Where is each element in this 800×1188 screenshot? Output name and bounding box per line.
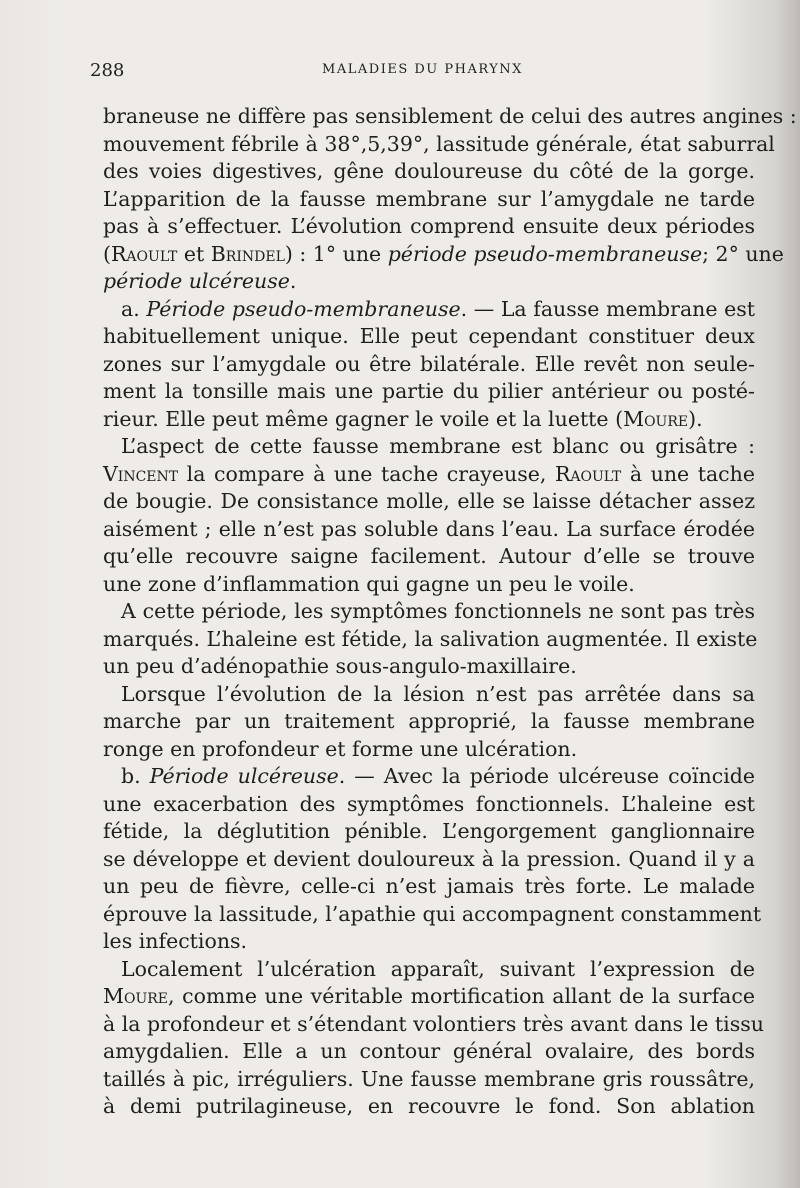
text-line — [103, 296, 755, 324]
text-line — [103, 571, 755, 599]
text-line — [103, 103, 797, 131]
italic-term: période ulcéreuse — [103, 269, 290, 293]
text-segment: pas à s’effectuer. L’évolution comprend ensuite deux périodes — [103, 214, 755, 238]
text-segment: une exacerbation des symptômes fonctionnels. L’haleine est — [103, 791, 755, 816]
text-segment: L’apparition de la fausse membrane sur l’amygdale ne tarde — [103, 186, 755, 211]
text-segment: ; 2° une — [702, 241, 784, 266]
text-segment: ment la tonsille mais une partie du pilier antérieur ou posté- — [103, 379, 755, 403]
text-segment: rieur. Elle peut même gagner le voile et la luette ( — [103, 406, 624, 431]
italic-term: période pseudo-membraneuse — [387, 241, 703, 266]
text-line — [103, 873, 755, 901]
text-segment: marqués. L’haleine est fétide, la salivation augmentée. Il existe — [103, 626, 758, 651]
text-segment: Localement l’ulcération apparaît, suivant l’expression de — [121, 956, 755, 981]
text-segment: Lorsque l’évolution de la lésion n’est pas arrêtée dans sa — [121, 681, 755, 706]
text-segment: mouvement fébrile à 38°,5,39°, lassitude générale, état saburral — [103, 131, 775, 156]
author-name: Raoult — [111, 241, 178, 266]
text-line — [103, 626, 758, 654]
text-line — [103, 131, 775, 159]
text-segment: de bougie. De consistance molle, elle se laisse détacher assez — [103, 489, 755, 513]
text-segment: une zone d’inflammation qui gagne un peu le voile. — [103, 571, 635, 596]
text-segment: ). — [688, 406, 703, 431]
text-segment: b. — [121, 764, 150, 788]
text-line — [103, 433, 755, 461]
italic-term: Période ulcéreuse — [149, 764, 339, 788]
text-line — [103, 708, 755, 736]
text-line — [103, 1093, 755, 1121]
body-text — [103, 103, 797, 1121]
text-segment: à la profondeur et s’étendant volontiers très avant dans le tissu — [103, 1011, 764, 1036]
page-number: 288 — [90, 60, 125, 81]
text-line — [103, 488, 755, 516]
text-line — [103, 1011, 764, 1039]
text-segment: . — [289, 269, 297, 293]
text-segment: un peu d’adénopathie sous-angulo-maxillaire. — [103, 654, 577, 678]
text-segment: braneuse ne diffère pas sensiblement de celui des autres angines : — [103, 104, 797, 128]
text-segment: . — Avec la période ulcéreuse coïncide — [338, 764, 756, 788]
text-line — [103, 846, 755, 874]
author-name: Vincent — [103, 461, 179, 486]
text-segment: les infections. — [103, 929, 248, 953]
author-name: Moure — [103, 984, 169, 1008]
text-segment: , comme une véritable mortification allant de la surface — [168, 984, 755, 1008]
text-line — [103, 543, 755, 571]
text-line — [103, 598, 755, 626]
text-segment: des voies digestives, gêne douloureuse du côté de la gorge. — [103, 159, 755, 183]
text-line — [103, 928, 755, 956]
text-segment: éprouve la lassitude, l’apathie qui accompagnent constamment — [103, 901, 762, 926]
text-line — [103, 268, 755, 296]
text-segment: qu’elle recouvre saigne facilement. Autour d’elle se trouve — [103, 544, 755, 568]
text-segment: L’aspect de cette fausse membrane est blanc ou grisâtre : — [121, 434, 755, 458]
text-line — [103, 351, 755, 379]
text-segment: marche par un traitement approprié, la fausse membrane — [103, 709, 755, 733]
page-header — [90, 60, 755, 84]
text-line — [103, 956, 755, 984]
author-name: Brindel — [210, 241, 285, 266]
text-line — [103, 763, 755, 791]
text-segment: zones sur l’amygdale ou être bilatérale. Elle revêt non seule- — [103, 351, 755, 376]
text-line — [103, 158, 755, 186]
text-segment: la compare à une tache crayeuse, — [178, 461, 555, 486]
author-name: Moure — [623, 406, 689, 431]
text-line — [103, 1066, 755, 1094]
text-segment: se développe et devient douloureux à la pression. Quand il y a — [103, 846, 755, 871]
text-line — [103, 791, 755, 819]
text-segment: ronge en profondeur et forme une ulcération. — [103, 736, 578, 761]
text-line — [103, 818, 755, 846]
text-line — [103, 681, 755, 709]
text-segment: fétide, la déglutition pénible. L’engorgement ganglionnaire — [103, 819, 755, 843]
italic-term: Période pseudo-membraneuse — [146, 296, 461, 321]
text-line — [103, 213, 755, 241]
text-segment: taillés à pic, irréguliers. Une fausse membrane gris roussâtre, — [103, 1066, 755, 1091]
text-line — [103, 736, 755, 764]
text-line — [103, 241, 784, 269]
text-segment: et — [177, 241, 211, 266]
text-segment: A cette période, les symptômes fonctionnels ne sont pas très — [121, 599, 755, 623]
text-line — [103, 186, 755, 214]
text-segment: à une tache — [621, 461, 755, 486]
text-segment: a. — [121, 296, 147, 321]
running-title: MALADIES DU PHARYNX — [322, 62, 523, 77]
text-line — [103, 653, 755, 681]
text-line — [103, 516, 755, 544]
text-segment: . — La fausse membrane est — [460, 296, 755, 321]
text-line — [103, 323, 755, 351]
text-segment: aisément ; elle n’est pas soluble dans l’eau. La surface érodée — [103, 516, 755, 541]
text-line — [103, 461, 755, 489]
text-segment: ) : 1° une — [284, 241, 388, 266]
text-line — [103, 406, 755, 434]
text-segment: à demi putrilagineuse, en recouvre le fond. Son ablation — [103, 1094, 755, 1118]
text-segment: ( — [103, 241, 111, 266]
text-segment: un peu de fièvre, celle-ci n’est jamais très forte. Le malade — [103, 874, 755, 898]
author-name: Raoult — [554, 461, 622, 486]
text-line — [103, 378, 755, 406]
text-line — [103, 1038, 755, 1066]
text-segment: amygdalien. Elle a un contour général ovalaire, des bords — [103, 1039, 755, 1063]
text-line — [103, 901, 762, 929]
text-segment: habituellement unique. Elle peut cependant constituer deux — [103, 324, 755, 348]
text-line — [103, 983, 755, 1011]
